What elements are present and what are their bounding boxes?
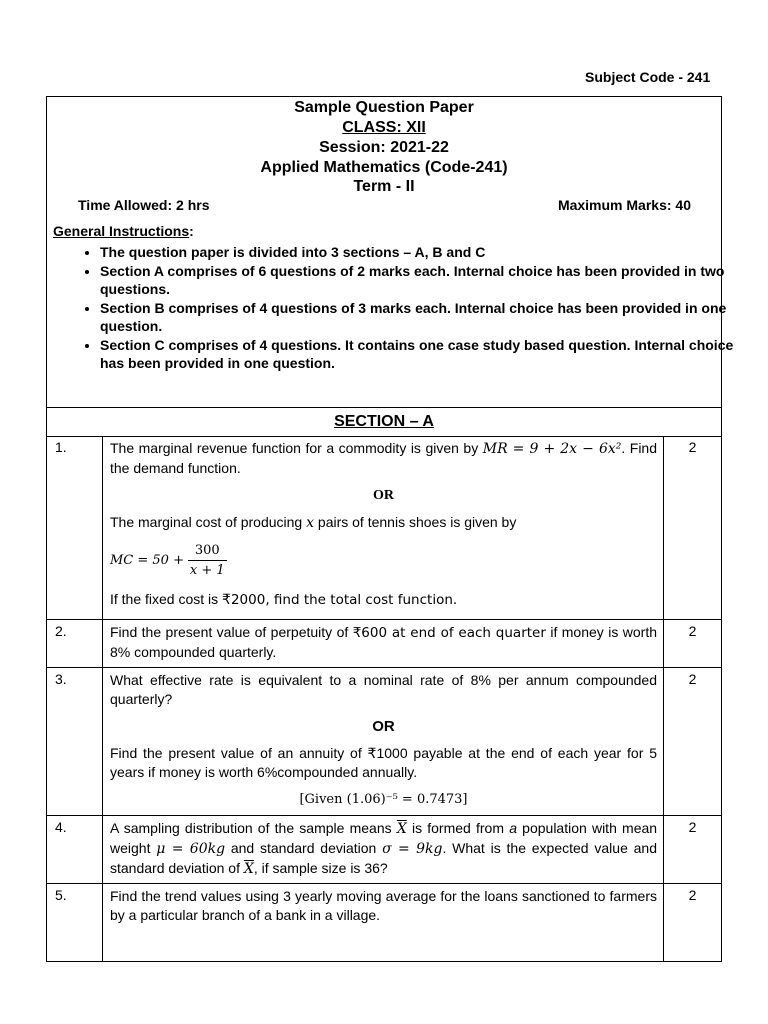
q4-sigma: σ = 9kg [382, 841, 443, 857]
instruction-item: • Section C comprises of 4 questions. It contains one case study based question. Internal choice has been provided in one question. [100, 336, 750, 372]
q1-text-b2: pairs of tennis shoes is given by [317, 514, 517, 530]
question-number: 4. [47, 816, 103, 883]
q1-formula: MR = 9 + 2x − 6x² [482, 441, 622, 457]
q4-xbar-2: $\overline{X}$ [243, 861, 254, 877]
question-body [103, 816, 663, 883]
q4-text-e: . What is the expected value and standard deviation of [110, 840, 657, 876]
general-instructions-title: General Instructions [53, 223, 190, 239]
question-row [46, 816, 722, 884]
or-separator: OR [373, 488, 394, 503]
question-row [46, 884, 722, 962]
q1-text-a2: Find the demand function. [110, 440, 657, 476]
term-label: Term - II [353, 178, 415, 195]
question-marks: 2 [663, 436, 721, 619]
q2-text-a: Find the present value of perpetuity of [110, 624, 349, 640]
question-number: 5. [47, 884, 103, 961]
question-body [103, 668, 663, 815]
general-instructions-colon: : [189, 223, 194, 239]
q1-part-c [110, 590, 657, 610]
q4-article: a [509, 820, 517, 836]
question-number: 3. [47, 668, 103, 815]
section-heading [46, 407, 722, 437]
q4-mu: μ = 60kg [156, 841, 226, 857]
paper-title: Sample Question Paper [294, 99, 474, 116]
q4-text-d: and standard deviation [230, 840, 377, 856]
instruction-item: • Section A comprises of 6 questions of 2 marks each. Internal choice has been provided in two questions. [100, 262, 750, 298]
q1-mc-denominator: x + 1 [189, 563, 225, 578]
question-body [103, 620, 663, 667]
q1-text-c: If the fixed cost is ₹ [110, 591, 231, 607]
q5-text-a: Find the trend values using 3 yearly moving average for the loans sanctioned to farmers by a particular branch of a bank in a village. [110, 888, 657, 923]
q1-period: . [621, 440, 626, 456]
section-title: SECTION – A [334, 413, 434, 430]
maximum-marks: Maximum Marks: 40 [557, 197, 691, 213]
q4-text-b: is formed from [411, 820, 504, 836]
general-instructions-heading [53, 223, 194, 239]
question-marks: 2 [663, 668, 721, 815]
question-marks: 2 [663, 816, 721, 883]
question-marks: 2 [663, 620, 721, 667]
question-row [46, 436, 722, 620]
q3-text-a: What effective rate is equivalent to a nominal rate of 8% per annum compounded quarterly? [110, 672, 657, 707]
question-row [46, 620, 722, 668]
q4-text-f: , if sample size is 36? [253, 860, 388, 876]
class-label [47, 119, 721, 137]
q3-text-b: Find the present value of an annuity of ₹1000 payable at the end of each year for 5 years if money is worth 6%compounded annually. [110, 745, 657, 780]
q1-mc-fraction [188, 541, 227, 580]
instruction-item: • Section B comprises of 4 questions of 3 marks each. Internal choice has been provided in one question. [100, 299, 750, 335]
or-separator: OR [372, 718, 395, 735]
q1-part-b [110, 513, 657, 533]
q4-xbar: $\overline{X}$ [396, 821, 407, 837]
q1-text-c2: 2000, find the total cost function. [230, 592, 458, 608]
question-number: 2. [47, 620, 103, 667]
question-number: 1. [47, 436, 103, 619]
question-row [46, 668, 722, 816]
session-label: Session: 2021-22 [319, 139, 449, 156]
q4-text-c: population with mean weight [110, 820, 658, 856]
q1-mc-numerator: 300 [188, 541, 227, 561]
instruction-item: • The question paper is divided into 3 sections – A, B and C [100, 243, 750, 261]
paper-header [46, 96, 734, 408]
q2-text-b: ₹600 at end of each quarter [352, 625, 546, 641]
q4-text-a: A sampling distribution of the sample means [110, 820, 392, 836]
q1-var-x: x [306, 515, 315, 531]
question-marks: 2 [663, 884, 721, 961]
question-body [103, 884, 663, 961]
q2-text-c: if money is worth 8% compounded quarterly. [110, 624, 657, 660]
subject-code: Subject Code - 241 [585, 69, 711, 85]
q1-text-a: The marginal revenue function for a commodity is given by [110, 440, 479, 456]
instructions-list [53, 243, 750, 373]
q1-mc-formula [110, 541, 657, 580]
q1-text-b: The marginal cost of producing [110, 514, 303, 530]
question-body [103, 436, 663, 619]
q1-part-a [110, 439, 657, 478]
q1-mc-lhs: MC = 50 + [110, 553, 184, 569]
time-allowed: Time Allowed: 2 hrs [78, 197, 210, 213]
subject-label: Applied Mathematics (Code-241) [260, 159, 508, 176]
class-text: CLASS: XII [342, 119, 426, 136]
q3-given: [Given (1.06)⁻⁵ = 0.7473] [299, 792, 468, 807]
